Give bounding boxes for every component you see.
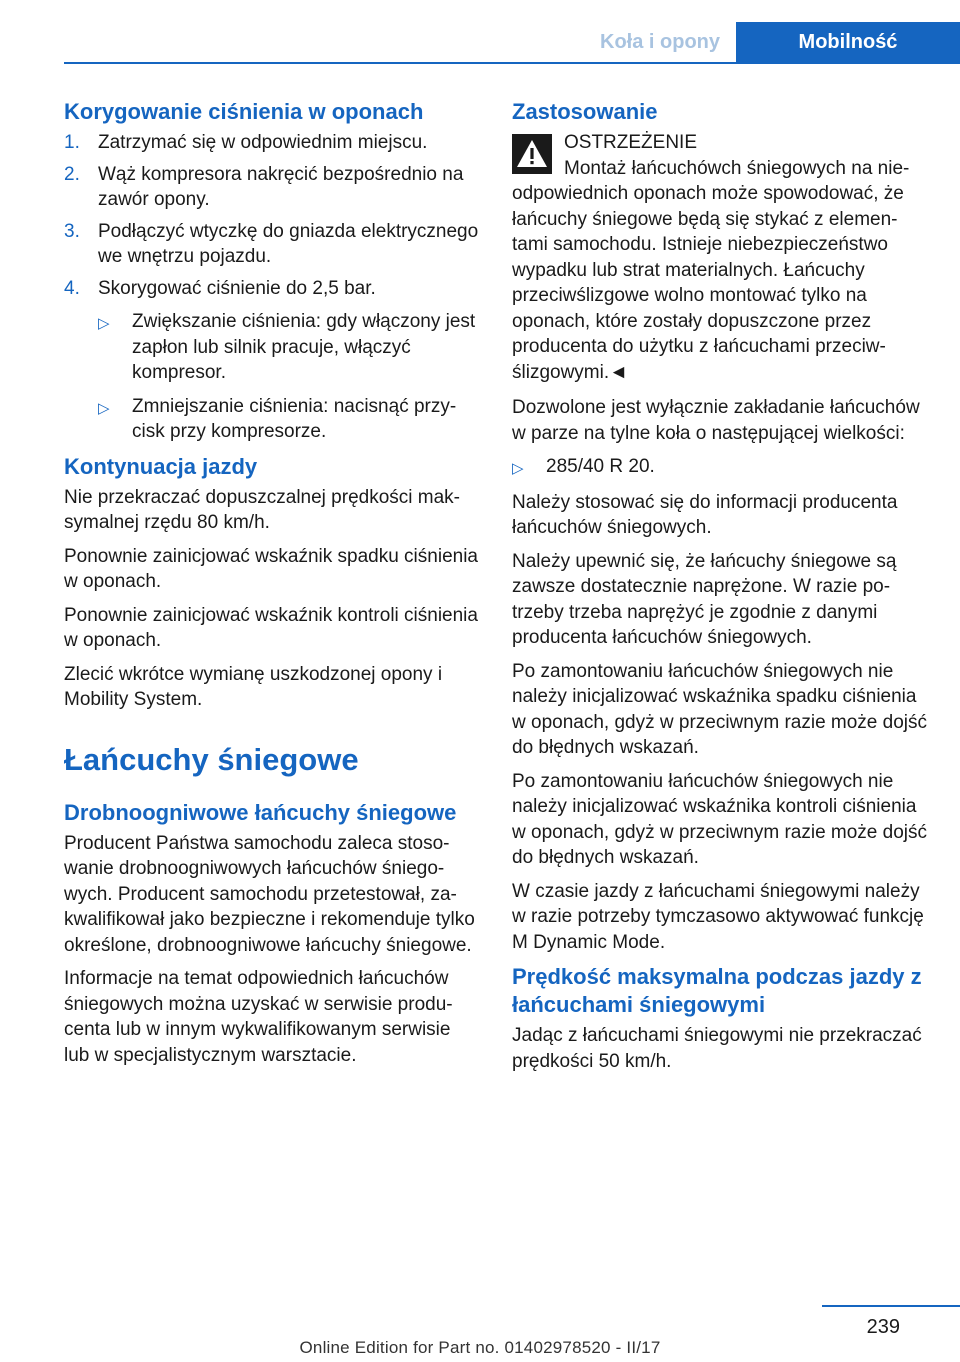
step-text: Podłączyć wtyczkę do gniazda elektrycznego we wnętrzu pojazdu. [98, 220, 479, 267]
step-text: Skorygować ciśnienie do 2,5 bar. [98, 277, 376, 299]
chapter-tab: Mobilność [736, 22, 960, 62]
page-number: 239 [866, 1316, 900, 1338]
steps-list [64, 130, 481, 301]
list-item [64, 276, 481, 302]
triangle-right-icon: ▷ [98, 399, 110, 417]
bullet-text: Zwiększanie ciśnienia: gdy włączony jest zapłon lub silnik pracuje, włączyć kompresor. [132, 311, 476, 383]
step-number: 1. [64, 132, 80, 153]
paragraph: Nie przekraczać dopuszczalnej prędkości maksymalnej rzędu 80 km/h. [64, 486, 460, 533]
right-column [512, 98, 927, 1082]
paragraph: Ponownie zainicjować wskaźnik kontroli ciśnienia w oponach. [64, 604, 478, 651]
paragraph: Dozwolone jest wyłącznie zakładanie łańcuchów w parze na tylne koła o następującej wielkości: [512, 397, 920, 444]
paragraph: Ponownie zainicjować wskaźnik spadku ciśnienia w oponach. [64, 545, 478, 592]
section-tab: Koła i opony [584, 22, 736, 62]
header-tabs [584, 22, 960, 62]
step-text: Zatrzymać się w odpowiednim miejscu. [98, 132, 428, 153]
paragraph: Producent Państwa samochodu zaleca stosowanie drobnoogniwowych łańcuchów śniegowych. Producent samochodu przetestował, zakwalifikował jako bezpieczne i rekomenduje tylko określone, drobnoogniwowe łańcuchy śniegowe. [64, 832, 475, 956]
paragraph: Informacje na temat odpowiednich łańcuchów śniegowych można uzyskać w serwisie producenta lub w innym wykwalifikowanym serwisie lub w specjalistycznym warsztacie. [64, 968, 453, 1066]
usage-heading: Zastosowanie [512, 99, 658, 124]
list-item [64, 130, 481, 156]
step-text: Wąż kompresora nakręcić bezpośrednio na zawór opony. [98, 163, 464, 210]
fine-chains-heading: Drobnoogniwowe łańcuchy śniegowe [64, 799, 457, 825]
speed-heading: Prędkość maksymalna podczas jazdy z łańcuchami śniegowymi [512, 964, 922, 1017]
list-item [64, 162, 481, 213]
continue-heading: Kontynuacja jazdy [64, 453, 258, 479]
warning-box [512, 130, 927, 385]
chains-heading: Łańcuchy śniegowe [64, 741, 359, 777]
header-rule [64, 62, 960, 64]
list-item [512, 454, 927, 482]
paragraph: Zlecić wkrótce wymianę uszkodzonej opony i Mobility System. [64, 663, 443, 710]
edition-footer: Online Edition for Part no. 01402978520 - II/17 [299, 1338, 661, 1357]
warning-triangle-icon [512, 134, 552, 174]
paragraph: Po zamontowaniu łańcuchów śniegowych nie należy inicjalizować wskaźnika kontroli ciśnienia w oponach, gdyż w przeciwnym razie może dojść do błędnych wskazań. [512, 770, 928, 868]
paragraph: Po zamontowaniu łańcuchów śniegowych nie należy inicjalizować wskaźnika spadku ciśnienia w oponach, gdyż w przeciwnym razie może dojść do błędnych wskazań. [512, 660, 928, 758]
sub-bullets [98, 309, 481, 445]
paragraph: W czasie jazdy z łańcuchami śniegowymi należy w razie potrzeby tymczasowo aktywować funkcję M Dynamic Mode. [512, 880, 924, 953]
paragraph: Należy stosować się do informacji producenta łańcuchów śniegowych. [512, 491, 898, 538]
bullet-text: Zmniejszanie ciśnienia: nacisnąć przycisk przy kompresorze. [132, 395, 457, 442]
paragraph: Należy upewnić się, że łańcuchy śniegowe są zawsze dostatecznie naprężone. W razie potrzeby trzeba naprężyć je zgodnie z danymi producenta łańcuchów śniegowych. [512, 550, 897, 648]
triangle-right-icon: ▷ [98, 315, 110, 332]
triangle-right-icon: ▷ [512, 460, 524, 477]
size-bullets [512, 454, 927, 482]
step-number: 4. [64, 277, 80, 299]
warning-title: OSTRZEŻENIE [564, 132, 698, 153]
footer-rule [822, 1305, 960, 1307]
paragraph: Jadąc z łańcuchami śniegowymi nie przekraczać prędkości 50 km/h. [512, 1025, 922, 1072]
step-number: 2. [64, 163, 80, 185]
bullet-text: 285/40 R 20. [546, 456, 655, 477]
list-item [98, 394, 481, 445]
pressure-heading: Korygowanie ciśnienia w oponach [64, 99, 424, 124]
list-item [98, 309, 481, 386]
step-number: 3. [64, 220, 80, 242]
left-column [64, 98, 481, 1076]
list-item [64, 219, 481, 270]
warning-text: Montaż łańcuchówch śniegowych na nieodpowiednich oponach może spowodować, że łańcuchy śniegowe będą się stykać z elementami samochodu. Istnieje niebezpieczeństwo wypadku lub strat materialnych. Łańcuchy przeciwślizgowe wolno montować tylko na oponach, które zostały dopuszczone przez producenta do użytku z łańcuchami przeciwślizgowymi.◄ [512, 157, 910, 383]
